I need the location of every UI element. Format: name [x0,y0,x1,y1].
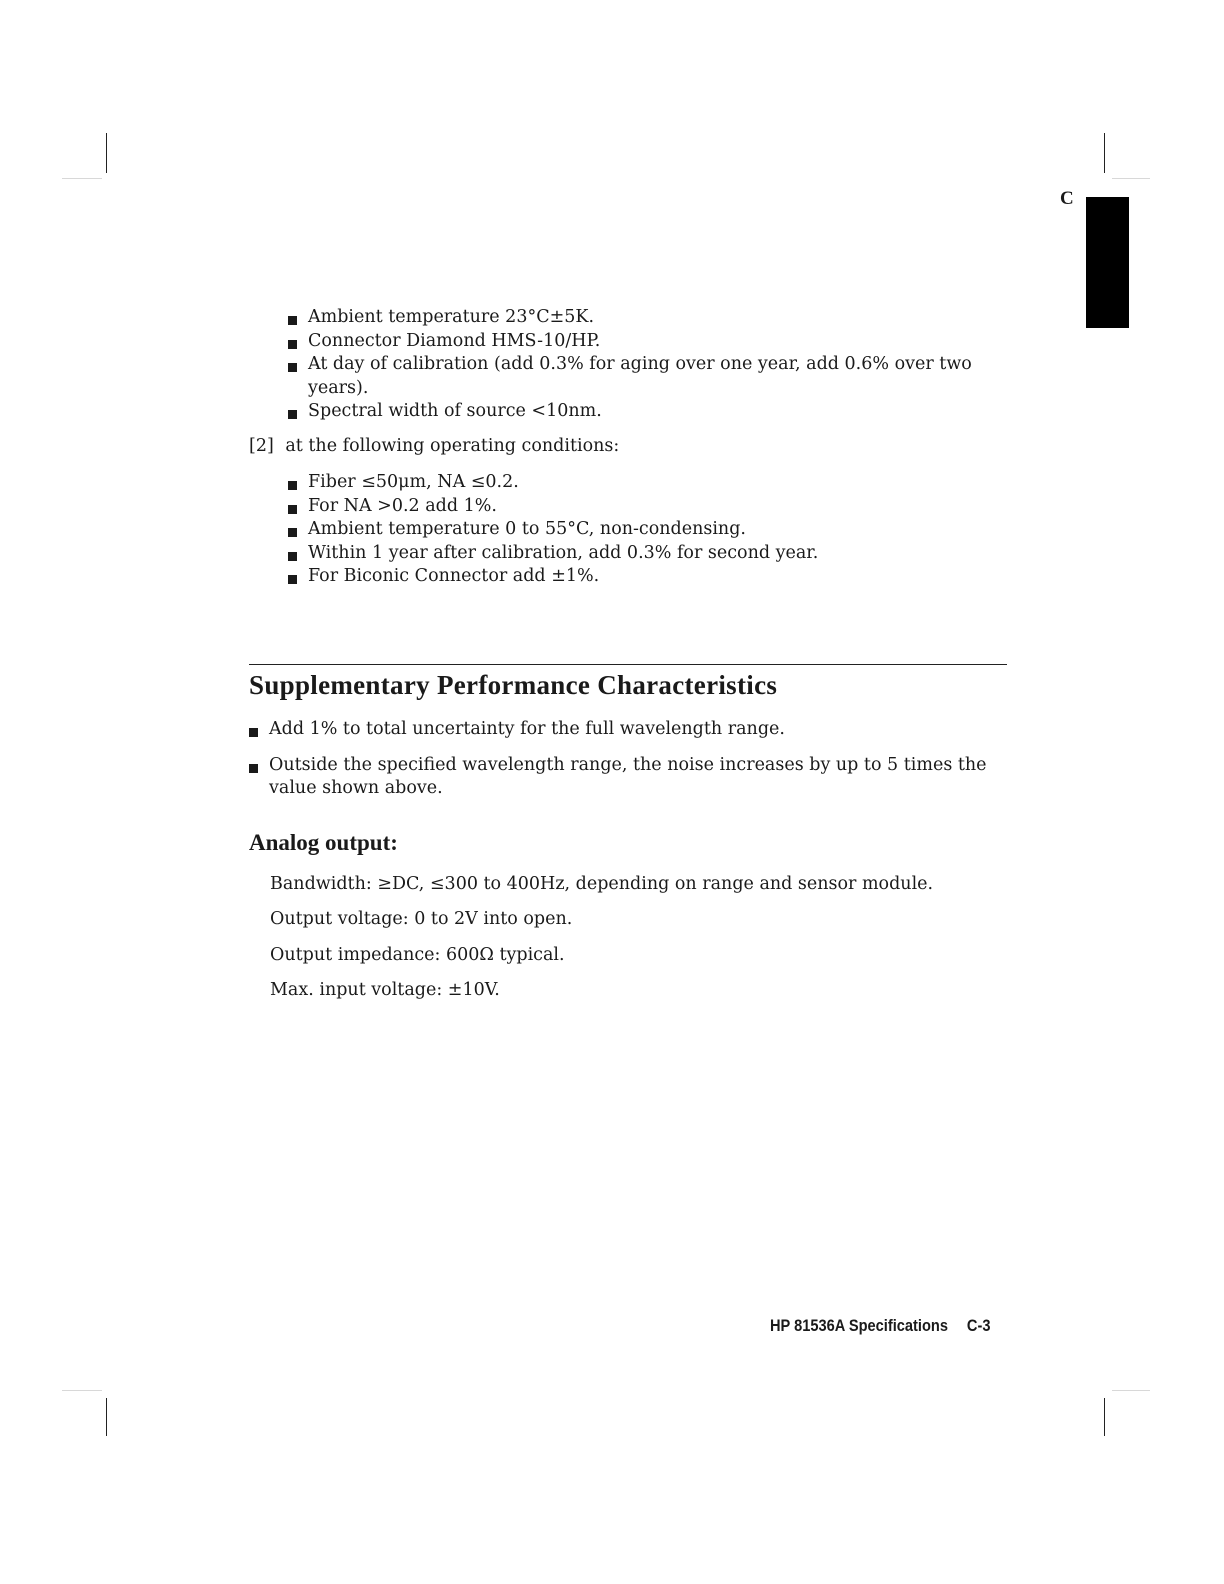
list-item [288,471,988,495]
section-title: Supplementary Performance Characteristics [249,670,778,700]
crop-line-bottom-right [1112,1390,1150,1391]
list-item-text: For Biconic Connector add ±1%. [308,566,600,586]
list-item-text: Outside the specified wavelength range, the noise increases by up to 5 times the value shown above. [269,754,987,798]
footnote-2 [249,435,989,459]
list-item [288,495,988,519]
list-item-text: Connector Diamond HMS-10/HP. [308,330,601,351]
spec-output-voltage: Output voltage: 0 to 2V into open. [270,909,573,929]
footnote-marker: [2] [249,436,274,456]
list-item [249,718,994,742]
spec-bandwidth: Bandwidth: ≥DC, ≤300 to 400Hz, depending on range and sensor module. [270,874,934,894]
bullet-icon [288,528,297,537]
list-item [288,330,988,354]
crop-mark-top-right [1104,133,1105,173]
chapter-tab-letter: C [1060,188,1074,209]
list-item [288,518,988,542]
crop-line-top-right [1112,178,1150,179]
list-item-text: Ambient temperature 23°C±5K. [308,307,595,327]
list-item-text: Within 1 year after calibration, add 0.3% for second year. [308,542,819,563]
list-item [288,353,988,400]
list-item-text: Fiber ≤50μm, NA ≤0.2. [308,472,519,492]
bullet-icon [249,764,258,773]
crop-mark-top-left [106,133,107,173]
list-item [288,400,988,424]
crop-line-top-left [62,178,102,179]
bullet-icon [249,728,258,737]
bullet-icon [288,316,297,325]
list-item-text: At day of calibration (add 0.3% for aging over one year, add 0.6% over two years). [308,354,972,398]
crop-mark-bottom-right [1104,1398,1105,1436]
supplementary-list [249,718,994,801]
bullet-icon [288,552,297,561]
list-item [288,565,988,589]
bullet-icon [288,505,297,514]
conditions-list-a [288,306,988,424]
list-item [288,542,988,566]
list-item-text: For NA >0.2 add 1%. [308,495,497,516]
bullet-icon [288,410,297,419]
chapter-tab-block [1086,197,1129,328]
page-number: C-3 [966,1316,991,1335]
list-item-text: Spectral width of source <10nm. [308,401,602,421]
footer-title: HP 81536A Specifications [770,1316,948,1335]
page-footer [770,1316,990,1336]
list-item-text: Add 1% to total uncertainty for the full wavelength range. [269,719,785,739]
bullet-icon [288,575,297,584]
list-item-text: Ambient temperature 0 to 55°C, non-condensing. [308,519,746,539]
bullet-icon [288,481,297,490]
spec-max-input-voltage: Max. input voltage: ±10V. [270,980,500,1000]
footnote-text: at the following operating conditions: [285,436,620,456]
list-item [249,754,994,801]
spec-output-impedance: Output impedance: 600Ω typical. [270,945,565,965]
conditions-list-b [288,471,988,589]
bullet-icon [288,340,297,349]
analog-output-heading: Analog output: [249,830,398,855]
crop-mark-bottom-left [106,1398,107,1436]
section-rule [249,664,1007,665]
list-item [288,306,988,330]
bullet-icon [288,363,297,372]
crop-line-bottom-left [62,1390,102,1391]
